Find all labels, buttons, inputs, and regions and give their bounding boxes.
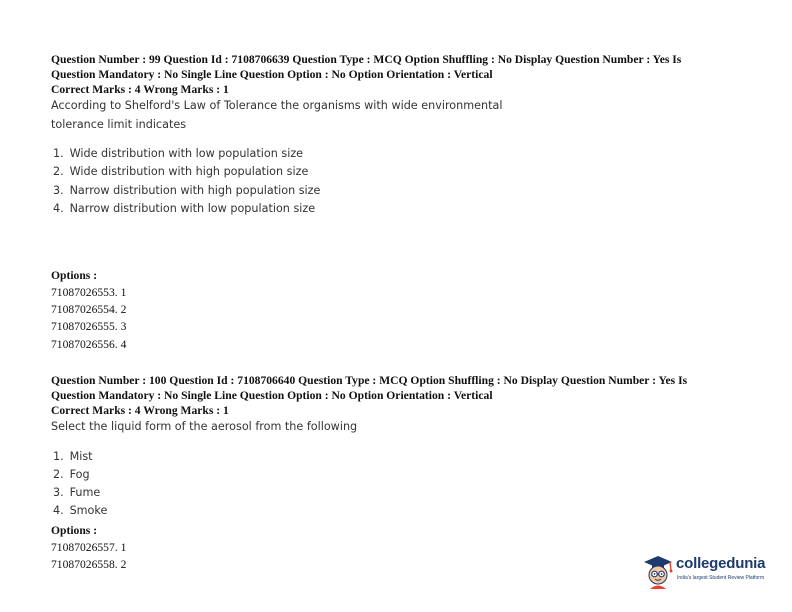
option-id: 71087026557. 1: [51, 541, 127, 554]
marks-line: Correct Marks : 4 Wrong Marks : 1: [51, 404, 229, 417]
option-item: [53, 448, 751, 466]
marks-line: Correct Marks : 4 Wrong Marks : 1: [51, 83, 229, 96]
option-list: [53, 145, 751, 218]
collegedunia-logo: [640, 553, 780, 589]
option-id: 71087026555. 3: [51, 320, 127, 334]
option-number: 1.: [53, 449, 64, 463]
logo-wordmark: collegedunia: [676, 555, 766, 572]
option-text: Narrow distribution with low population size: [69, 201, 316, 215]
option-text: Wide distribution with high population size: [69, 165, 309, 179]
question-100: [51, 373, 751, 521]
option-text: Mist: [69, 449, 93, 463]
student-mascot-icon: [640, 553, 676, 589]
option-id: 71087026558. 2: [51, 558, 127, 572]
options-label: Options :: [51, 269, 98, 282]
option-number: 1.: [53, 147, 64, 160]
option-item: [53, 163, 751, 181]
option-text: Smoke: [69, 504, 108, 518]
option-number: 4.: [53, 201, 64, 215]
option-text: Narrow distribution with high population size: [69, 183, 321, 197]
options-id-block-99: [51, 267, 751, 353]
question-meta-line: Question Mandatory : No Single Line Question Option : No Option Orientation : Vertical: [51, 389, 493, 402]
option-list: [53, 448, 751, 521]
option-number: 3.: [53, 486, 64, 500]
option-text: Fume: [69, 486, 101, 500]
question-99: [51, 52, 751, 218]
question-meta-line: Question Number : 100 Question Id : 7108706640 Question Type : MCQ Option Shuffling : No Display Question Number : Yes Is: [51, 374, 688, 387]
option-item: [53, 182, 751, 200]
logo-tagline: India's largest Student Review Platform: [677, 575, 765, 581]
option-item: [53, 466, 751, 484]
option-text: Wide distribution with low population size: [69, 147, 304, 160]
question-text: Select the liquid form of the aerosol from the following: [51, 420, 358, 433]
option-text: Fog: [69, 467, 90, 481]
option-id: 71087026554. 2: [51, 303, 127, 317]
option-id: 71087026556. 4: [51, 337, 127, 351]
option-id: 71087026553. 1: [51, 286, 127, 299]
option-number: 2.: [53, 467, 64, 481]
question-text: According to Shelford's Law of Tolerance the organisms with wide environmental tolerance limit indicates: [51, 99, 503, 131]
option-number: 3.: [53, 183, 64, 197]
option-item: [53, 200, 751, 218]
question-meta-line: Question Number : 99 Question Id : 7108706639 Question Type : MCQ Option Shuffling : No Display Question Number : Yes Is: [51, 53, 682, 66]
option-number: 4.: [53, 504, 64, 518]
option-item: [53, 484, 751, 502]
option-number: 2.: [53, 165, 64, 179]
option-item: [53, 145, 751, 163]
options-label: Options :: [51, 524, 98, 537]
option-item: [53, 502, 751, 520]
question-meta-line: Question Mandatory : No Single Line Question Option : No Option Orientation : Vertical: [51, 68, 493, 81]
